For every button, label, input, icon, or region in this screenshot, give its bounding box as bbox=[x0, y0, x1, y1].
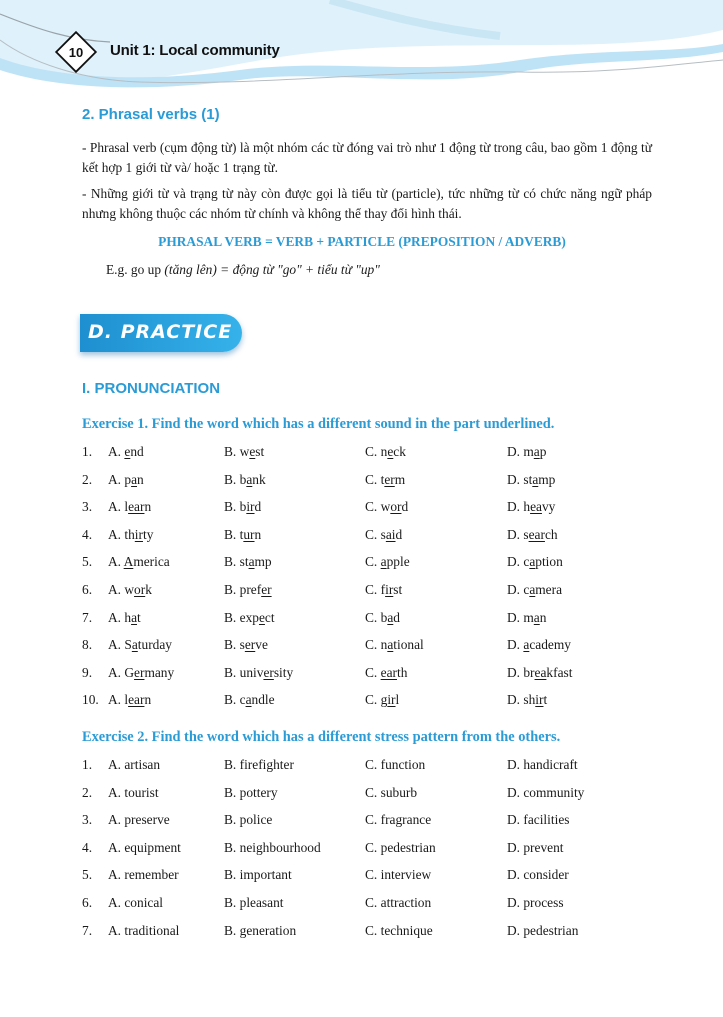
option-text: ndle bbox=[251, 692, 275, 708]
underlined-sound: e bbox=[387, 444, 394, 459]
underlined-sound: a bbox=[246, 471, 253, 487]
question-number: 9. bbox=[82, 664, 93, 680]
underlined-sound: ear bbox=[128, 692, 145, 708]
underlined-sound: e bbox=[124, 444, 131, 459]
option-text: B. univ bbox=[224, 664, 264, 680]
underlined-sound: a bbox=[131, 637, 138, 653]
question-row bbox=[82, 692, 682, 720]
option-text: nd bbox=[130, 444, 144, 459]
page-number: 10 bbox=[68, 44, 84, 60]
option-a: A. tourist bbox=[108, 784, 159, 800]
option-text: ck bbox=[393, 444, 406, 459]
underlined-sound: er bbox=[244, 637, 256, 653]
option-text: D. m bbox=[507, 444, 534, 459]
exercise-2-list bbox=[82, 757, 682, 950]
option-b: B. generation bbox=[224, 922, 297, 938]
option-text: tional bbox=[393, 637, 424, 653]
option-text: ct bbox=[264, 609, 275, 625]
option-text: pple bbox=[386, 554, 410, 570]
option-a: A. preserve bbox=[108, 812, 170, 828]
option-b bbox=[224, 472, 266, 488]
question-number: 6. bbox=[82, 894, 93, 910]
option-text: A. G bbox=[108, 664, 135, 680]
question-number: 4. bbox=[82, 839, 93, 855]
option-text: vy bbox=[541, 499, 556, 515]
option-b bbox=[224, 554, 272, 570]
option-a bbox=[108, 499, 151, 515]
pronunciation-heading: I. PRONUNCIATION bbox=[82, 380, 221, 397]
example-text: E.g. go up bbox=[106, 262, 165, 277]
option-b: B. pleasant bbox=[224, 894, 284, 910]
underlined-sound: er bbox=[261, 581, 272, 597]
option-c: C. suburb bbox=[365, 784, 418, 800]
option-text: many bbox=[144, 664, 175, 680]
option-d bbox=[507, 527, 558, 543]
option-c: C. interview bbox=[365, 867, 432, 883]
option-d: D. pedestrian bbox=[507, 922, 579, 938]
underlined-sound: ear bbox=[380, 664, 397, 680]
option-text: n bbox=[137, 471, 144, 487]
option-text: C. g bbox=[365, 692, 388, 708]
option-text: t bbox=[543, 692, 548, 708]
option-text: A. th bbox=[108, 526, 135, 542]
practice-banner-label: D. PRACTICE bbox=[88, 321, 233, 343]
option-text: n bbox=[539, 609, 547, 625]
option-b bbox=[224, 582, 272, 598]
option-a: A. equipment bbox=[108, 839, 181, 855]
option-d: D. facilities bbox=[507, 812, 570, 828]
option-text: A. bbox=[108, 444, 125, 459]
option-text: cademy bbox=[529, 637, 571, 653]
question-number: 5. bbox=[82, 554, 93, 570]
option-text: C. w bbox=[365, 499, 391, 515]
option-b bbox=[224, 692, 275, 708]
option-text: p bbox=[539, 444, 547, 459]
option-text: B. pref bbox=[224, 581, 262, 597]
exercise-1-title: Exercise 1. Find the word which has a different sound in the part underlined. bbox=[82, 416, 555, 432]
option-text: D. m bbox=[507, 609, 534, 625]
question-row bbox=[82, 472, 682, 500]
question-row bbox=[82, 895, 682, 923]
option-b bbox=[224, 610, 275, 626]
question-row bbox=[82, 785, 682, 813]
option-text: n bbox=[144, 692, 152, 708]
option-d: D. process bbox=[507, 894, 564, 910]
option-text: mera bbox=[535, 581, 563, 597]
underlined-sound: A bbox=[123, 554, 134, 570]
underlined-sound: ea bbox=[530, 499, 542, 515]
underlined-sound: ea bbox=[534, 664, 547, 680]
option-text: A. p bbox=[108, 471, 132, 487]
option-a: A. conical bbox=[108, 894, 164, 910]
option-c bbox=[365, 665, 407, 681]
option-text: D. c bbox=[507, 554, 530, 570]
question-row bbox=[82, 444, 682, 472]
option-c: C. fragrance bbox=[365, 812, 432, 828]
option-text: B. b bbox=[224, 471, 247, 487]
underlined-sound: ir bbox=[387, 692, 396, 708]
underlined-sound: a bbox=[532, 471, 539, 487]
question-number: 2. bbox=[82, 471, 93, 487]
option-c bbox=[365, 554, 410, 570]
underlined-sound: ir bbox=[246, 499, 255, 515]
question-row bbox=[82, 757, 682, 785]
underlined-sound: a bbox=[248, 554, 255, 570]
unit-title bbox=[110, 42, 280, 59]
option-c: C. attraction bbox=[365, 894, 432, 910]
option-text: turday bbox=[137, 637, 172, 653]
question-row bbox=[82, 499, 682, 527]
option-a bbox=[108, 637, 172, 653]
option-text: D. br bbox=[507, 664, 535, 680]
option-text: n bbox=[254, 526, 262, 542]
underlined-sound: ir bbox=[535, 692, 544, 708]
option-b bbox=[224, 444, 264, 460]
option-text: D. c bbox=[507, 581, 530, 597]
option-text: mp bbox=[254, 554, 272, 570]
underlined-sound: ur bbox=[243, 526, 255, 542]
practice-banner bbox=[80, 314, 242, 352]
option-text: st bbox=[393, 581, 403, 597]
option-b bbox=[224, 527, 261, 543]
grammar-paragraph-1: - Phrasal verb (cụm động từ) là một nhóm các từ đóng vai trò như 1 động từ trong câu, bao gồm 1 động từ kết hợp 1 giới từ và/ hoặc 1 trạng từ. bbox=[82, 140, 652, 175]
underlined-sound: or bbox=[134, 581, 146, 597]
question-number: 8. bbox=[82, 637, 93, 653]
option-d bbox=[507, 472, 555, 488]
option-b bbox=[224, 637, 268, 653]
underlined-sound: a bbox=[529, 554, 536, 570]
option-text: C. bbox=[365, 554, 381, 570]
question-row bbox=[82, 665, 682, 693]
option-text: kfast bbox=[546, 664, 573, 680]
option-text: B. t bbox=[224, 526, 244, 542]
option-a bbox=[108, 582, 152, 598]
option-a: A. artisan bbox=[108, 757, 161, 772]
option-text: B. exp bbox=[224, 609, 259, 625]
option-text: C. n bbox=[365, 637, 388, 653]
option-b: B. pottery bbox=[224, 784, 278, 800]
option-text: ty bbox=[142, 526, 154, 542]
option-text: t bbox=[137, 609, 141, 625]
option-text: B. b bbox=[224, 499, 247, 515]
option-b: B. neighbourhood bbox=[224, 839, 321, 855]
option-b: B. police bbox=[224, 812, 273, 828]
underlined-sound: er bbox=[134, 664, 145, 680]
option-text: D. sh bbox=[507, 692, 536, 708]
option-d: D. consider bbox=[507, 867, 569, 883]
option-text: l bbox=[395, 692, 400, 708]
question-number: 7. bbox=[82, 922, 93, 938]
example-line bbox=[106, 262, 380, 278]
option-text: st bbox=[255, 444, 265, 459]
grammar-heading: 2. Phrasal verbs (1) bbox=[82, 106, 220, 123]
question-row bbox=[82, 840, 682, 868]
option-text: n bbox=[144, 499, 152, 515]
question-row bbox=[82, 554, 682, 582]
example-explanation: (tăng lên) = động từ "go" + tiểu từ "up" bbox=[164, 262, 380, 277]
option-text: D. bbox=[507, 637, 524, 653]
question-number: 4. bbox=[82, 526, 93, 542]
option-b bbox=[224, 499, 261, 515]
option-a bbox=[108, 610, 141, 626]
question-number: 3. bbox=[82, 812, 93, 828]
option-text: th bbox=[397, 664, 408, 680]
option-a bbox=[108, 554, 170, 570]
underlined-sound: ear bbox=[128, 499, 145, 515]
question-number: 2. bbox=[82, 784, 93, 800]
underlined-sound: ai bbox=[385, 526, 396, 542]
option-c bbox=[365, 582, 402, 598]
underlined-sound: a bbox=[529, 581, 536, 597]
option-text: D. h bbox=[507, 499, 531, 515]
option-d: D. prevent bbox=[507, 839, 564, 855]
exercise-1-list bbox=[82, 444, 682, 720]
underlined-sound: a bbox=[380, 554, 387, 570]
option-c bbox=[365, 610, 400, 626]
option-d bbox=[507, 610, 546, 626]
option-text: A. w bbox=[108, 581, 135, 597]
underlined-sound: a bbox=[533, 444, 540, 459]
option-text: m bbox=[394, 471, 406, 487]
option-text: A. l bbox=[108, 499, 129, 515]
underlined-sound: er bbox=[384, 471, 395, 487]
underlined-sound: er bbox=[263, 664, 274, 680]
underlined-sound: a bbox=[245, 692, 252, 708]
option-a bbox=[108, 472, 144, 488]
underlined-sound: a bbox=[523, 637, 530, 653]
option-text: B. w bbox=[224, 444, 250, 459]
underlined-sound: ir bbox=[385, 581, 394, 597]
option-text: ption bbox=[535, 554, 563, 570]
option-text: C. s bbox=[365, 526, 386, 542]
question-number: 1. bbox=[82, 444, 93, 459]
option-text: A. bbox=[108, 554, 124, 570]
question-row bbox=[82, 527, 682, 555]
option-text: A. h bbox=[108, 609, 132, 625]
underlined-sound: a bbox=[387, 637, 394, 653]
underlined-sound: ear bbox=[528, 526, 545, 542]
underlined-sound: ir bbox=[134, 526, 143, 542]
option-d bbox=[507, 582, 562, 598]
option-b bbox=[224, 665, 293, 681]
option-text: B. s bbox=[224, 637, 245, 653]
option-d bbox=[507, 444, 546, 460]
option-a: A. remember bbox=[108, 867, 179, 883]
option-text: nk bbox=[252, 471, 266, 487]
question-row bbox=[82, 582, 682, 610]
question-number: 3. bbox=[82, 499, 93, 515]
option-text: A. S bbox=[108, 637, 132, 653]
option-d bbox=[507, 665, 572, 681]
unit-label: Unit 1: bbox=[110, 42, 156, 59]
option-c bbox=[365, 692, 399, 708]
option-text: d bbox=[401, 499, 409, 515]
option-c bbox=[365, 637, 424, 653]
question-number: 10. bbox=[82, 692, 99, 708]
underlined-sound: a bbox=[533, 609, 540, 625]
option-text: merica bbox=[133, 554, 170, 570]
grammar-paragraph-2: - Những giới từ và trạng từ này còn được gọi là tiểu từ (particle), tức những từ có chức năng ngữ pháp nhưng không thuộc các nhóm từ chính và không thể thay đổi hình thái. bbox=[82, 186, 652, 221]
unit-name: Local community bbox=[159, 42, 280, 59]
option-text: ch bbox=[544, 526, 558, 542]
option-text: d bbox=[395, 526, 403, 542]
question-number: 7. bbox=[82, 609, 93, 625]
option-b: B. important bbox=[224, 867, 292, 883]
option-a bbox=[108, 444, 144, 460]
option-c: C. pedestrian bbox=[365, 839, 436, 855]
option-text: B. c bbox=[224, 692, 246, 708]
question-row bbox=[82, 867, 682, 895]
underlined-sound: a bbox=[387, 609, 394, 625]
question-row bbox=[82, 637, 682, 665]
option-a bbox=[108, 665, 174, 681]
underlined-sound: a bbox=[131, 471, 138, 487]
option-b: B. firefighter bbox=[224, 757, 294, 772]
question-row bbox=[82, 923, 682, 951]
option-d: D. community bbox=[507, 784, 585, 800]
question-row bbox=[82, 610, 682, 638]
option-text: B. st bbox=[224, 554, 249, 570]
option-c: C. function bbox=[365, 757, 426, 772]
exercise-2-title: Exercise 2. Find the word which has a different stress pattern from the others. bbox=[82, 729, 561, 745]
option-text: sity bbox=[273, 664, 294, 680]
option-c: C. technique bbox=[365, 922, 433, 938]
question-number: 5. bbox=[82, 867, 93, 883]
question-number: 1. bbox=[82, 757, 93, 772]
option-text: C. n bbox=[365, 444, 388, 459]
option-text: A. l bbox=[108, 692, 129, 708]
option-text: d bbox=[393, 609, 400, 625]
phrasal-verb-formula: PHRASAL VERB = VERB + PARTICLE (PREPOSITION / ADVERB) bbox=[158, 234, 566, 249]
option-c bbox=[365, 444, 406, 460]
underlined-sound: a bbox=[131, 609, 138, 625]
header-decoration bbox=[0, 0, 723, 110]
option-c bbox=[365, 472, 405, 488]
option-c bbox=[365, 499, 408, 515]
option-text: ve bbox=[255, 637, 268, 653]
underlined-sound: e bbox=[249, 444, 256, 459]
option-d bbox=[507, 554, 563, 570]
option-d bbox=[507, 637, 571, 653]
underlined-sound: e bbox=[258, 609, 265, 625]
option-a bbox=[108, 692, 151, 708]
option-text: d bbox=[254, 499, 262, 515]
option-text: C. b bbox=[365, 609, 388, 625]
option-a bbox=[108, 527, 153, 543]
option-d: D. handicraft bbox=[507, 757, 578, 772]
option-text: k bbox=[145, 581, 152, 597]
question-row bbox=[82, 812, 682, 840]
option-text: C. bbox=[365, 664, 381, 680]
question-number: 6. bbox=[82, 581, 93, 597]
option-d bbox=[507, 499, 555, 515]
underlined-sound: or bbox=[390, 499, 402, 515]
option-text: mp bbox=[538, 471, 556, 487]
option-d bbox=[507, 692, 547, 708]
option-text: C. f bbox=[365, 581, 386, 597]
option-text: C. t bbox=[365, 471, 385, 487]
option-text: D. s bbox=[507, 526, 529, 542]
option-c bbox=[365, 527, 402, 543]
option-text: D. st bbox=[507, 471, 533, 487]
option-a: A. traditional bbox=[108, 922, 180, 938]
